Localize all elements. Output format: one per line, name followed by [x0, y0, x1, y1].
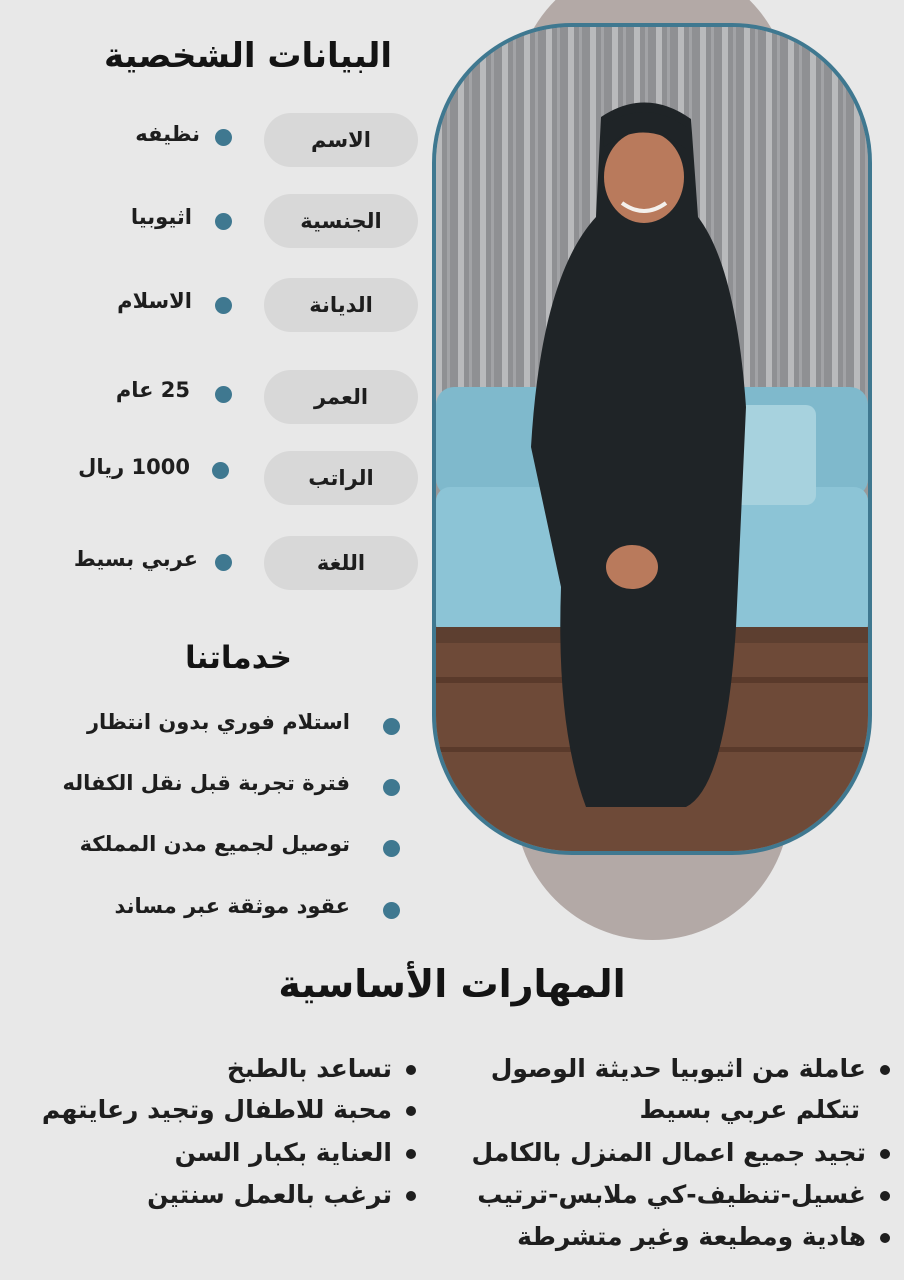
bullet-dot — [880, 1233, 890, 1243]
service-item: فترة تجربة قبل نقل الكفاله — [62, 771, 350, 795]
skill-text: تساعد بالطبخ — [226, 1054, 392, 1083]
skill-text: عاملة من اثيوبيا حديثة الوصول — [490, 1054, 866, 1083]
label-name: الاسم — [264, 113, 418, 167]
bullet-dot — [212, 462, 229, 479]
value-language: عربي بسيط — [73, 547, 198, 571]
label-religion: الديانة — [264, 278, 418, 332]
skill-item — [227, 1054, 416, 1083]
skill-item — [147, 1180, 416, 1209]
personal-data-title: البيانات الشخصية — [103, 36, 392, 76]
skills-title: المهارات الأساسية — [278, 962, 626, 1006]
bullet-dot — [406, 1191, 416, 1201]
skill-text: تتكلم عربي بسيط — [639, 1095, 860, 1124]
label-age: العمر — [264, 370, 418, 424]
value-name: نظيفه — [135, 122, 200, 146]
skill-text: ترغب بالعمل سنتين — [147, 1180, 392, 1209]
service-item: استلام فوري بدون انتظار — [86, 710, 350, 734]
bullet-dot — [406, 1065, 416, 1075]
skill-item — [491, 1054, 890, 1083]
bullet-dot — [383, 779, 400, 796]
bullet-dot — [406, 1106, 416, 1116]
bullet-dot — [880, 1149, 890, 1159]
bullet-dot — [383, 718, 400, 735]
worker-photo — [432, 23, 872, 855]
bullet-dot — [215, 297, 232, 314]
bullet-dot — [215, 213, 232, 230]
skill-text: غسيل-تنظيف-كي ملابس-ترتيب — [477, 1180, 866, 1209]
bullet-dot — [383, 840, 400, 857]
skill-item — [472, 1138, 890, 1167]
bullet-dot — [215, 554, 232, 571]
bullet-dot — [406, 1149, 416, 1159]
skill-text: هادية ومطيعة وغير متشرطة — [517, 1222, 866, 1251]
skill-item-continued — [640, 1095, 860, 1124]
bullet-dot — [383, 902, 400, 919]
label-nationality: الجنسية — [264, 194, 418, 248]
value-nationality: اثيوبيا — [130, 205, 192, 229]
bullet-dot — [880, 1065, 890, 1075]
service-item: عقود موثقة عبر مساند — [114, 894, 350, 918]
bullet-dot — [880, 1191, 890, 1201]
value-salary: 1000 ريال — [78, 455, 190, 479]
value-religion: الاسلام — [117, 289, 192, 313]
services-title: خدماتنا — [184, 640, 292, 676]
skill-text: العناية بكبار السن — [174, 1138, 392, 1167]
skill-item — [517, 1222, 890, 1251]
label-salary: الراتب — [264, 451, 418, 505]
service-item: توصيل لجميع مدن المملكة — [79, 832, 350, 856]
skill-text: تجيد جميع اعمال المنزل بالكامل — [471, 1138, 866, 1167]
value-age: 25 عام — [115, 378, 190, 402]
skill-text: محبة للاطفال وتجيد رعايتهم — [41, 1095, 392, 1124]
skill-item — [42, 1095, 416, 1124]
label-language: اللغة — [264, 536, 418, 590]
bullet-dot — [215, 129, 232, 146]
bullet-dot — [215, 386, 232, 403]
skill-item — [477, 1180, 890, 1209]
skill-item — [175, 1138, 416, 1167]
